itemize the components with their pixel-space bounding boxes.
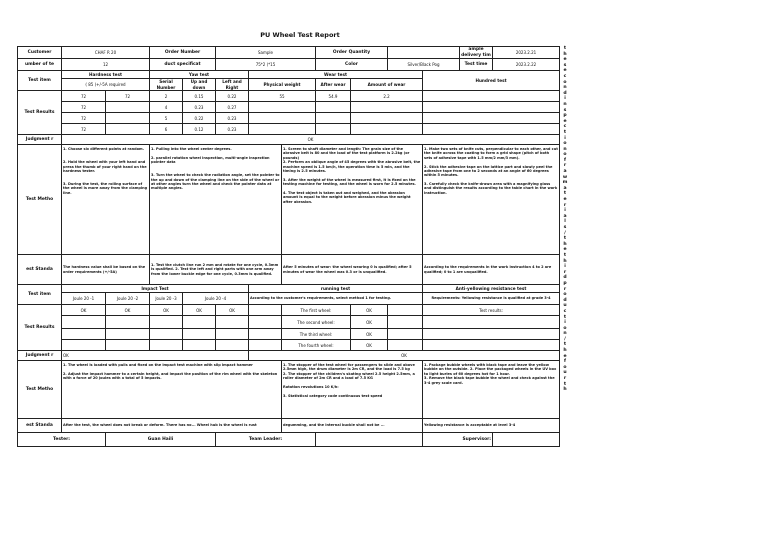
spacer-cell: [388, 329, 423, 340]
hardness-standard: The hardness value shall be based on the order requirements (+/-5A): [62, 255, 150, 285]
hardness-test-header: Hardness test: [62, 71, 150, 79]
product-spec-value: 75*2 (*15: [216, 59, 316, 71]
hardness-value: 72: [62, 102, 106, 113]
hardness-value: 72: [106, 91, 150, 102]
after-wear-value: [316, 124, 351, 135]
order-number-value: Sample: [216, 47, 316, 59]
hardness-value: 72: [62, 113, 106, 124]
left-right-value: 0.27: [216, 102, 249, 113]
impact-result: [183, 329, 216, 340]
wheel-result: OK: [351, 305, 388, 316]
wheel-result: OK: [351, 340, 388, 351]
spacer-cell: [249, 316, 282, 329]
impact-result: [216, 316, 249, 329]
test-method-label: Test Metho: [18, 145, 62, 255]
hundred-test-cell: [423, 124, 560, 135]
number-of-tests-value: 12: [62, 59, 150, 71]
test-time-value: 2023.2.22: [493, 59, 560, 71]
left-right-value: 0.22: [216, 91, 249, 102]
test-item-label: Test item: [18, 71, 62, 91]
report-title: PU Wheel Test Report: [260, 31, 340, 39]
test-standard-label-2: est Standa: [18, 419, 62, 433]
test-item-label-2: Test item: [18, 285, 62, 305]
running-standard: degumming, and the internal buckle shall not be ...: [282, 419, 423, 433]
hundred-test-header: Hundred test: [423, 71, 560, 91]
serial-number-header: Serial Number: [150, 79, 183, 91]
amount-wear-value: [351, 102, 423, 113]
wheel-name: The second wheel:: [282, 316, 351, 329]
yellowing-result-cell: [423, 329, 560, 340]
physical-weight-value: [249, 113, 316, 124]
side-note: t h e s e c o n d i n s p e c t i o n o f r a w m a t e r i a l s / t h e t h i r d p r o d u c t i o n / t h e f o u r t h: [562, 46, 568, 393]
impact-result: [106, 316, 150, 329]
color-label: Color: [316, 59, 388, 71]
yaw-method: 1. Pulling into the wheel center degrees. 2. parallel rotation wheel inspection, multi-angle inspection pointer data 3. Turn the wheel to check the radiation angle, set the pointer to the up and down of the clamping line on the side of the wheel or at other angles turn the wheel and check the pointer data at multiple angles.: [150, 145, 282, 255]
amount-of-wear-header: Amount of wear: [351, 79, 423, 91]
amount-wear-value: 2.2: [351, 91, 423, 102]
after-wear-value: 54.9: [316, 91, 351, 102]
yellowing-test-header: Anti-yellowing resistance test: [423, 285, 560, 293]
number-of-tests-label: umber of te: [18, 59, 62, 71]
hardness-requirement: ( 85 )+/-5A required: [62, 79, 150, 91]
amount-wear-value: [351, 113, 423, 124]
customer-value: CHAF R 20: [62, 47, 150, 59]
test-results-label-2: Test Results: [18, 305, 62, 351]
order-quantity-value: [388, 47, 460, 59]
impact-result: [106, 340, 150, 351]
hardness-method: 1. Choose six different points at random. 2. Hold the wheel with your left hand and press the thumb of your right hand on the hardness tester. 3. During the test, the rolling surface of the wheel is more away from the clamping line.: [62, 145, 150, 255]
impact-result: [150, 329, 183, 340]
up-down-value: 0.15: [183, 91, 216, 102]
order-quantity-label: Order Quantity: [316, 47, 388, 59]
impact-result: OK: [62, 305, 106, 316]
impact-result: [62, 316, 106, 329]
wheel-name: The fourth wheel:: [282, 340, 351, 351]
impact-result: [150, 340, 183, 351]
joule-header: Joule 20 -4: [183, 293, 249, 305]
left-right-value: 0.23: [216, 113, 249, 124]
physical-weight-value: 55: [249, 91, 316, 102]
wear-test-header: Wear test: [249, 71, 423, 79]
sample-delivery-value: 2023.2.21: [493, 47, 560, 59]
physical-weight-header: Physical weight: [249, 79, 316, 91]
hundred-standard: According to the requirements in the work instruction 4 to 2 are qualified; 0 to 1 are unqualified.: [423, 255, 560, 285]
hardness-value: [106, 113, 150, 124]
tester-name: Guan Haili: [106, 433, 216, 447]
report-table: [17, 46, 560, 447]
impact-result: [183, 316, 216, 329]
spacer-cell: [249, 340, 282, 351]
joule-header: Joule 20 -2: [106, 293, 150, 305]
after-wear-value: [316, 102, 351, 113]
running-note: According to the customer's requirements, select method 1 for testing.: [249, 293, 423, 305]
yaw-test-header: Yaw test: [150, 71, 249, 79]
wheel-name: The third wheel:: [282, 329, 351, 340]
yellowing-results-label: Test results:: [423, 305, 560, 316]
test-standard-label: est Standa: [18, 255, 62, 285]
spacer-cell: [388, 305, 423, 316]
wheel-result: OK: [351, 316, 388, 329]
impact-result: [62, 340, 106, 351]
running-judgment: OK: [249, 351, 560, 361]
serial-value: 6: [150, 124, 183, 135]
running-method: 1. The stopper of the test wheel for passengers to slide and above 2.5mm high, the drum diameter is 2m CR, and the load is 7.5 kg 2. The stopper of the children's skating wheel 2.5 height 2.5mm, a roller diameter of 2m CR and a load of 7.5 KG Rotation revolutions 10 K/h: 3. Statistical category code continuous test speed: [282, 361, 423, 419]
running-test-header: running test: [249, 285, 423, 293]
team-leader-value: [316, 433, 423, 447]
team-leader-label: Team Leader:: [216, 433, 316, 447]
left-and-right-header: Left and Right: [216, 79, 249, 91]
judgment-label: Judgment r: [18, 135, 62, 145]
impact-result: OK: [106, 305, 150, 316]
up-down-value: 0.23: [183, 102, 216, 113]
yellowing-standard: Yellowing resistance is acceptable at level 3-4: [423, 419, 560, 433]
spacer-cell: [388, 316, 423, 329]
physical-weight-value: [249, 124, 316, 135]
supervisor-value: [493, 433, 560, 447]
yellowing-note: Requirements: Yellowing resistance is qualified at grade 3-4: [423, 293, 560, 305]
wear-standard: After 5 minutes of wear: the wheel wearing 0 is qualified; after 5 minutes of wear the wheel was 0.3 or is unqualified.: [282, 255, 423, 285]
wheel-result: OK: [351, 329, 388, 340]
hardness-value: [106, 102, 150, 113]
serial-value: 2: [150, 91, 183, 102]
left-right-value: 0.23: [216, 124, 249, 135]
yaw-standard: 1. Test the clutch line run 2 mm and rotate for one cycle, 0.3mm is qualified. 2. Test the left and right parts with one arm away from the lower buckle edge for one cycle, 0.3mm is qualified.: [150, 255, 282, 285]
amount-wear-value: [351, 124, 423, 135]
impact-test-header: Impact Test: [62, 285, 249, 293]
test-results-label: Test Results: [18, 91, 62, 135]
hundred-test-cell: [423, 102, 560, 113]
sample-delivery-label: ample delivery tim: [461, 47, 491, 58]
tester-label: Tester:: [18, 433, 106, 447]
after-wear-header: After wear: [316, 79, 351, 91]
wear-method: 1. Screen to shaft diameter and length: The grain size of the abrasive belt is 80 and the load of the test platform is 2.2kg (or pounds) 2. Perform an oblique angle of 45 degrees with the abrasive belt, the machine speed is 1.5 km/h, the operation time is 5 min, and the timing is 2.5 minutes. 3. After the weight of the wheel is measured first, it is fixed on the testing machine for testing, and the wheel is worn for 2.5 minutes. 4. The test object is taken out and weighed, and the abrasion amount is equal to the weight before abrasion minus the weight after abrasion.: [282, 145, 423, 255]
hardness-value: 72: [62, 91, 106, 102]
hardness-value: 72: [62, 124, 106, 135]
hundred-method: 1. Make two sets of knife cuts, perpendicular to each other, and cut the knife across the coating to form a grid shape (pitch of both sets of adhesive tape with 1.5 mm/2 mm/3 mm). 2. Stick the adhesive tape on the lattice part and slowly peel the adhesive tape from one to 2 seconds at an angle of 60 degrees within 5 minutes. 3. Carefully check the knife-drawn area with a magnifying glass and distinguish the results according to the table chart in the work instruction.: [423, 145, 560, 255]
test-method-label-2: Test Metho: [18, 361, 62, 419]
order-number-label: Order Number: [150, 47, 216, 59]
impact-method: 1. The wheel is loaded with pulls and fixed on the impact test machine with slip impact hammer 2. Adjust the impact hammer to a certain height, and impact the position of the rim wheel with the skeleton with a force of 20 joules with a total of 5 impacts.: [62, 361, 282, 419]
impact-result: OK: [183, 305, 216, 316]
impact-result: OK: [216, 305, 249, 316]
yellowing-method: 1. Package bubble wheels with black tape and leave the yellow bubble on the outside. 2. Place the packaged wheels in the UV box to light buries of 60 degrees hot for 1 hour. 3. Remove the black tape bubble the wheel and check against the 3-4 grey scale card.: [423, 361, 560, 419]
impact-result: [62, 329, 106, 340]
up-down-value: 0.12: [183, 124, 216, 135]
judgment-label-2: Judgment r: [18, 351, 62, 361]
hardness-value: [106, 124, 150, 135]
impact-result: [106, 329, 150, 340]
spacer-cell: [388, 340, 423, 351]
judgment-value: OK: [62, 135, 560, 145]
test-time-label: Test time: [460, 59, 493, 71]
joule-header: Joule 20 -3: [150, 293, 183, 305]
product-spec-label: duct specificat: [150, 59, 216, 71]
impact-result: [216, 340, 249, 351]
impact-standard: After the test, the wheel does not break or deform. There has no... Wheel hub is the wheel is rust: [62, 419, 282, 433]
joule-header: Joule 20 -1: [62, 293, 106, 305]
supervisor-label: Supervisor:: [423, 433, 493, 447]
color-value: Silver/Black Pog: [388, 59, 460, 71]
spacer-cell: [249, 305, 282, 316]
up-and-down-header: Up and down: [183, 79, 216, 91]
impact-judgment: OK: [62, 351, 249, 361]
customer-label: Customer: [18, 47, 62, 59]
hundred-test-cell: [423, 113, 560, 124]
hundred-test-cell: [423, 91, 560, 102]
impact-result: [150, 316, 183, 329]
impact-result: OK: [150, 305, 183, 316]
up-down-value: 0.22: [183, 113, 216, 124]
impact-result: [216, 329, 249, 340]
physical-weight-value: [249, 102, 316, 113]
yellowing-result-cell: [423, 340, 560, 351]
serial-value: 5: [150, 113, 183, 124]
wheel-name: The first wheel:: [282, 305, 351, 316]
serial-value: 4: [150, 102, 183, 113]
spacer-cell: [249, 329, 282, 340]
after-wear-value: [316, 113, 351, 124]
impact-result: [183, 340, 216, 351]
yellowing-result-cell: [423, 316, 560, 329]
